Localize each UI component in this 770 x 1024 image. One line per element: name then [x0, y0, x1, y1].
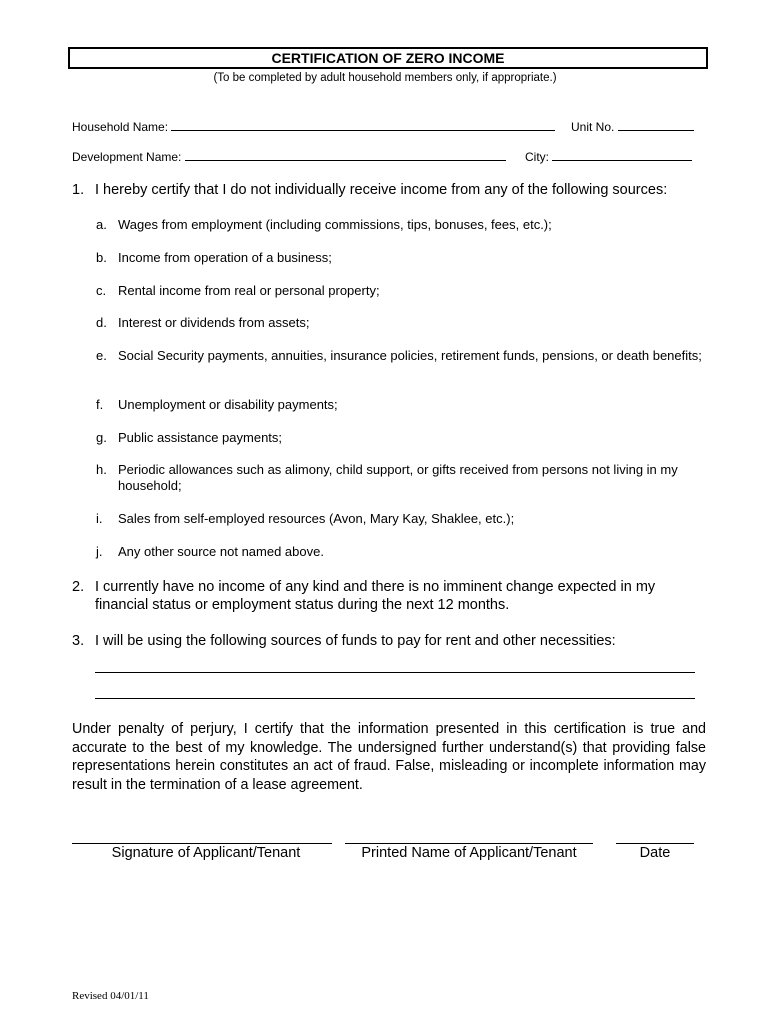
source-text: Any other source not named above.	[118, 544, 324, 559]
funds-source-line-2[interactable]	[95, 698, 695, 699]
source-letter: b.	[96, 250, 107, 265]
source-letter: i.	[96, 511, 103, 526]
form-subtitle: (To be completed by adult household members only, if appropriate.)	[213, 72, 557, 84]
signature-label: Signature of Applicant/Tenant	[111, 845, 301, 861]
source-letter: h.	[96, 462, 107, 477]
penalty-statement: Under penalty of perjury, I certify that the information presented in this certification is true and accurate to the best of my knowledge. The undersigned further understand(s) that providing false representations herein constitutes an act of fraud. False, misleading or incomplete information may result in the termination of a lease agreement.	[72, 721, 706, 793]
source-text: Rental income from real or personal property;	[118, 283, 380, 298]
household-name-field	[72, 118, 555, 134]
source-text: Public assistance payments;	[118, 430, 283, 445]
item-1-text: I hereby certify that I do not individually receive income from any of the following sources:	[95, 182, 668, 198]
item-3-number: 3.	[72, 633, 85, 649]
date-label: Date	[639, 845, 671, 861]
development-name-input-line[interactable]	[185, 148, 506, 161]
source-letter: d.	[96, 315, 107, 330]
city-field	[525, 148, 692, 164]
unit-no-label: Unit No.	[571, 120, 615, 134]
source-text: Wages from employment (including commissions, tips, bonuses, fees, etc.);	[118, 217, 552, 232]
form-title: CERTIFICATION OF ZERO INCOME	[68, 47, 708, 69]
printed-name-label: Printed Name of Applicant/Tenant	[361, 845, 577, 861]
printed-name-line[interactable]	[345, 843, 593, 844]
source-text: Income from operation of a business;	[118, 250, 332, 265]
source-text: Sales from self-employed resources (Avon, Mary Kay, Shaklee, etc.);	[118, 511, 515, 526]
source-letter: j.	[96, 544, 103, 559]
item-1	[72, 181, 712, 199]
source-letter: c.	[96, 283, 107, 298]
item-2-number: 2.	[72, 579, 85, 595]
date-line[interactable]	[616, 843, 694, 844]
source-text: Unemployment or disability payments;	[118, 397, 338, 412]
city-label: City:	[525, 150, 549, 164]
item-1-number: 1.	[72, 182, 85, 198]
source-text: Social Security payments, annuities, insurance policies, retirement funds, pensions, or death benefits;	[118, 348, 702, 363]
source-letter: f.	[96, 397, 104, 412]
item-3-text: I will be using the following sources of funds to pay for rent and other necessities:	[95, 633, 616, 649]
item-2-text: I currently have no income of any kind and there is no imminent change expected in my financial status or employment status during the next 12 months.	[95, 579, 656, 613]
funds-source-line-1[interactable]	[95, 672, 695, 673]
city-input-line[interactable]	[552, 148, 692, 161]
source-letter: g.	[96, 430, 107, 445]
unit-no-field	[571, 118, 694, 134]
revision-date: Revised 04/01/11	[72, 990, 149, 1002]
source-letter: e.	[96, 348, 107, 363]
household-name-input-line[interactable]	[171, 118, 555, 131]
source-letter: a.	[96, 217, 107, 232]
development-name-label: Development Name:	[72, 150, 182, 164]
unit-no-input-line[interactable]	[618, 118, 694, 131]
source-text: Periodic allowances such as alimony, child support, or gifts received from persons not living in my household;	[118, 462, 678, 493]
development-name-field	[72, 148, 506, 164]
signature-line[interactable]	[72, 843, 332, 844]
household-name-label: Household Name:	[72, 120, 169, 134]
source-text: Interest or dividends from assets;	[118, 315, 310, 330]
